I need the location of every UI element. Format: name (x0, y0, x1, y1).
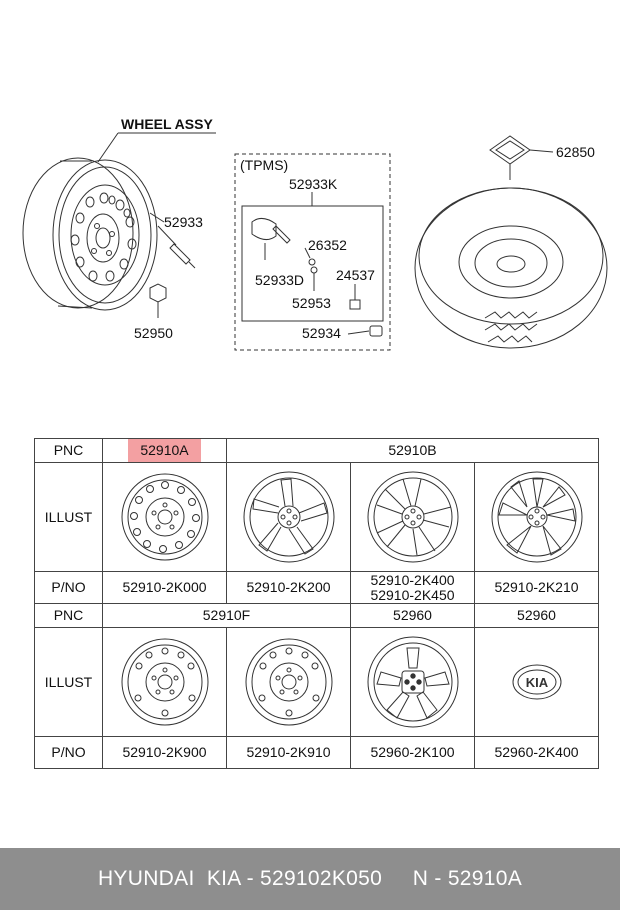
table-row (35, 439, 599, 463)
part-number[interactable]: 52910-2K000 (103, 572, 227, 604)
part-number[interactable]: 52910-2K910 (227, 737, 351, 769)
footer-caption: HYUNDAI KIA - 529102K050 N - 52910A (0, 848, 620, 910)
kia-logo-text: KIA (525, 675, 548, 690)
table-row (35, 572, 599, 604)
part-label-24537: 24537 (336, 267, 375, 283)
tpms-label: (TPMS) (240, 157, 289, 173)
pnc-cell-52960: 52960 (351, 604, 475, 628)
highlighted-pnc: 52910A (128, 439, 200, 462)
part-label-26352: 26352 (308, 237, 347, 253)
wheel-assy-label: WHEEL ASSY (121, 116, 213, 132)
illust-alloy-wheel-a (227, 463, 351, 572)
illust-steel-wheel (103, 463, 227, 572)
part-label-52933K: 52933K (289, 176, 338, 192)
illust-alloy-wheel-d (351, 628, 475, 737)
row-header-illust: ILLUST (35, 463, 103, 572)
illust-steel-wheel-f2 (227, 628, 351, 737)
illust-emblem-cell (475, 628, 599, 737)
part-number[interactable]: 52910-2K450 (370, 586, 455, 603)
part-number[interactable]: 52910-2K210 (475, 572, 599, 604)
pnc-cell-52910b: 52910B (227, 439, 599, 463)
part-number[interactable]: 52960-2K100 (351, 737, 475, 769)
table-row (35, 628, 599, 737)
part-number[interactable]: 52910-2K200 (227, 572, 351, 604)
part-label-52950: 52950 (134, 325, 173, 341)
row-header-pnc: PNC (35, 604, 103, 628)
illust-alloy-wheel-c (475, 463, 599, 572)
illust-alloy-wheel-b (351, 463, 475, 572)
part-label-62850: 62850 (556, 144, 595, 160)
row-header-pnc: PNC (35, 439, 103, 463)
steel-wheel-drawing (23, 158, 157, 310)
row-header-illust: ILLUST (35, 628, 103, 737)
part-number[interactable]: 52910-2K900 (103, 737, 227, 769)
pnc-cell-52910f: 52910F (103, 604, 351, 628)
parts-diagram (0, 0, 620, 420)
table-row (35, 737, 599, 769)
parts-table (34, 438, 599, 769)
pnc-cell-52910a[interactable] (103, 439, 227, 463)
pnc-cell-52960-emblem: 52960 (475, 604, 599, 628)
row-header-pno: P/NO (35, 572, 103, 604)
table-row (35, 463, 599, 572)
part-label-52933: 52933 (164, 214, 203, 230)
part-number[interactable]: 52910-2K400 (370, 571, 455, 588)
part-label-52933D: 52933D (255, 272, 305, 288)
illust-steel-wheel-f1 (103, 628, 227, 737)
row-header-pno: P/NO (35, 737, 103, 769)
part-label-52934: 52934 (302, 325, 341, 341)
spare-tire-drawing (415, 188, 607, 348)
table-row (35, 604, 599, 628)
part-number[interactable]: 52960-2K400 (475, 737, 599, 769)
part-number-pair[interactable] (351, 572, 475, 604)
part-label-52953: 52953 (292, 295, 331, 311)
